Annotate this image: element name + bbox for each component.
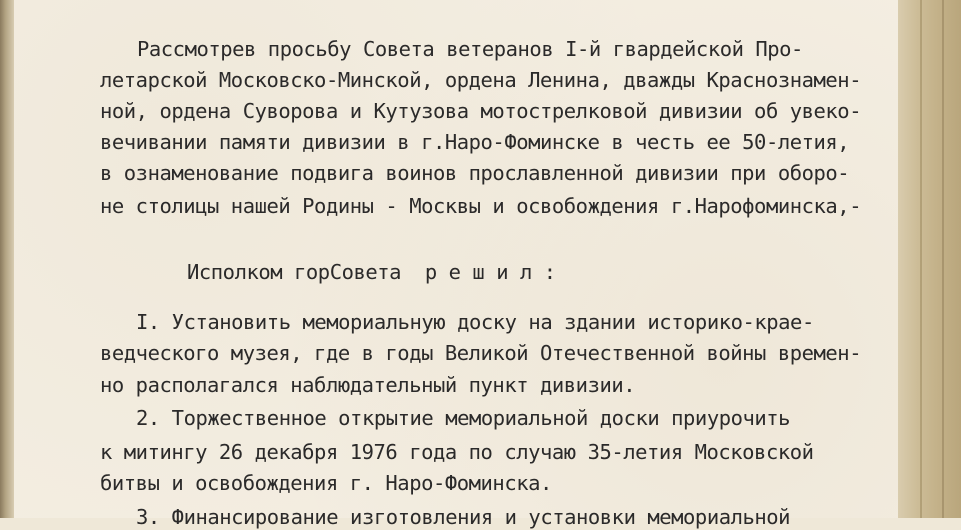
decision-heading: Исполком горСовета р е ш и л : <box>187 260 556 284</box>
binder-edge <box>898 0 961 518</box>
text-line: летарской Московско-Минской, ордена Ленина, дважды Краснознамен- <box>100 68 862 92</box>
text-line: 2. Торжественное открытие мемориальной доски приурочить <box>136 406 791 430</box>
text-line: битвы и освобождения г. Наро-Фоминска. <box>100 471 552 495</box>
text-line: Рассмотрев просьбу Совета ветеранов I-й гвардейской Про- <box>137 37 803 61</box>
text-line: I. Установить мемориальную доску на здании историко-крае- <box>136 310 814 334</box>
text-line: не столицы нашей Родины - Москвы и освобождения г.Нарофоминска,- <box>100 194 862 218</box>
text-line: ведческого музея, где в годы Великой Отечественной войны времен- <box>100 341 862 365</box>
text-line: 3. Финансирование изготовления и установки мемориальной <box>136 505 791 529</box>
text-line: вечивании памяти дивизии в г.Наро-Фоминске в честь ее 50-летия, <box>100 130 850 154</box>
text-line: но располагался наблюдательный пункт дивизии. <box>100 373 636 397</box>
text-line: ной, ордена Суворова и Кутузова мотострелковой дивизии об увеко- <box>100 99 862 123</box>
text-line: в ознаменование подвига воинов прославленной дивизии при оборо- <box>100 161 850 185</box>
text-line: к митингу 26 декабря 1976 года по случаю 35-летия Московской <box>100 440 814 464</box>
page-left-edge <box>0 0 14 518</box>
